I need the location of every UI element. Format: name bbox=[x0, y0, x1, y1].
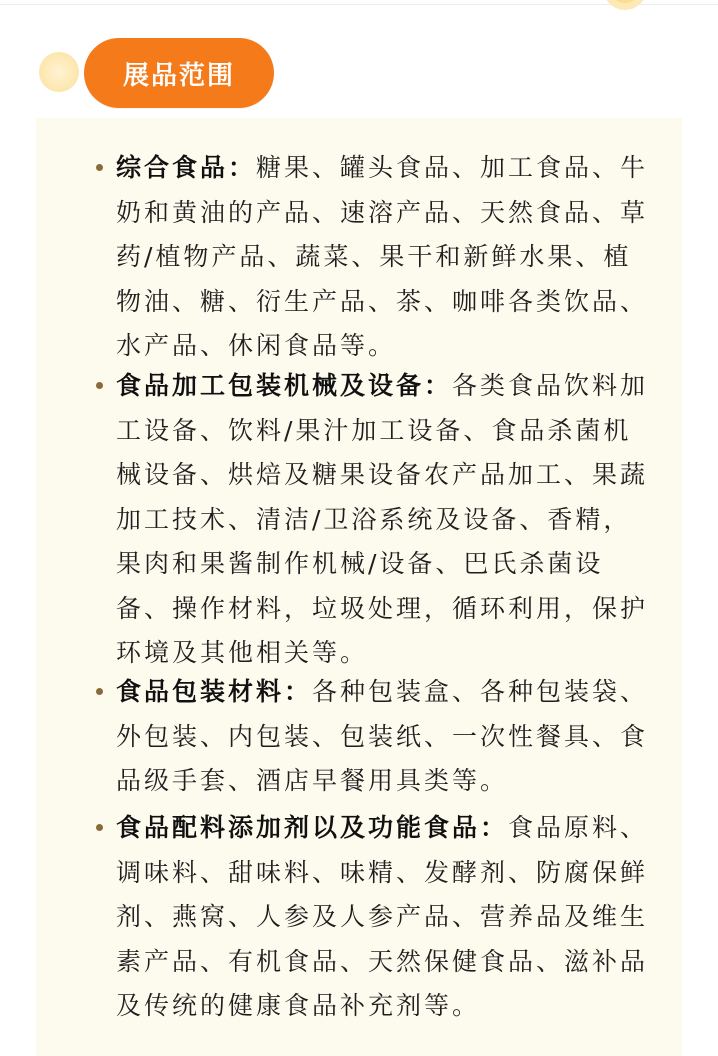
circle-decoration-icon bbox=[39, 52, 79, 92]
bullet-icon bbox=[96, 164, 103, 171]
item-text: 各类食品饮料加工设备、饮料/果汁加工设备、食品杀菌机械设备、烘焙及糖果设备农产品加工、果蔬加工技术、清洁/卫浴系统及设备、香精，果肉和果酱制作机械/设备、巴氏杀菌设备、操作材料，垃圾处理，循环利用，保护环境及其他相关等。 bbox=[116, 371, 649, 667]
sun-decoration-icon bbox=[600, 0, 650, 16]
item-heading: 食品包装材料： bbox=[116, 677, 313, 706]
exhibit-scope-panel bbox=[36, 118, 682, 1056]
bullet-icon bbox=[96, 688, 103, 695]
item-heading: 综合食品： bbox=[116, 153, 257, 182]
bullet-icon bbox=[96, 824, 103, 831]
list-item bbox=[116, 146, 656, 369]
item-heading: 食品配料添加剂以及功能食品： bbox=[116, 813, 509, 842]
list-item bbox=[116, 364, 656, 676]
item-text: 食品原料、调味料、甜味料、味精、发酵剂、防腐保鲜剂、燕窝、人参及人参产品、营养品及维生素产品、有机食品、天然保健食品、滋补品及传统的健康食品补充剂等。 bbox=[116, 813, 649, 1020]
item-text: 糖果、罐头食品、加工食品、牛奶和黄油的产品、速溶产品、天然食品、草药/植物产品、蔬菜、果干和新鲜水果、植物油、糖、衍生产品、茶、咖啡各类饮品、水产品、休闲食品等。 bbox=[116, 153, 649, 360]
item-text: 各种包装盒、各种包装袋、外包装、内包装、包装纸、一次性餐具、食品级手套、酒店早餐用具类等。 bbox=[116, 677, 649, 795]
section-title: 展品范围 bbox=[122, 60, 235, 91]
list-item bbox=[116, 806, 656, 1029]
item-heading: 食品加工包装机械及设备： bbox=[116, 371, 453, 400]
list-item bbox=[116, 670, 656, 804]
bullet-icon bbox=[96, 382, 103, 389]
section-title-badge bbox=[84, 38, 274, 108]
